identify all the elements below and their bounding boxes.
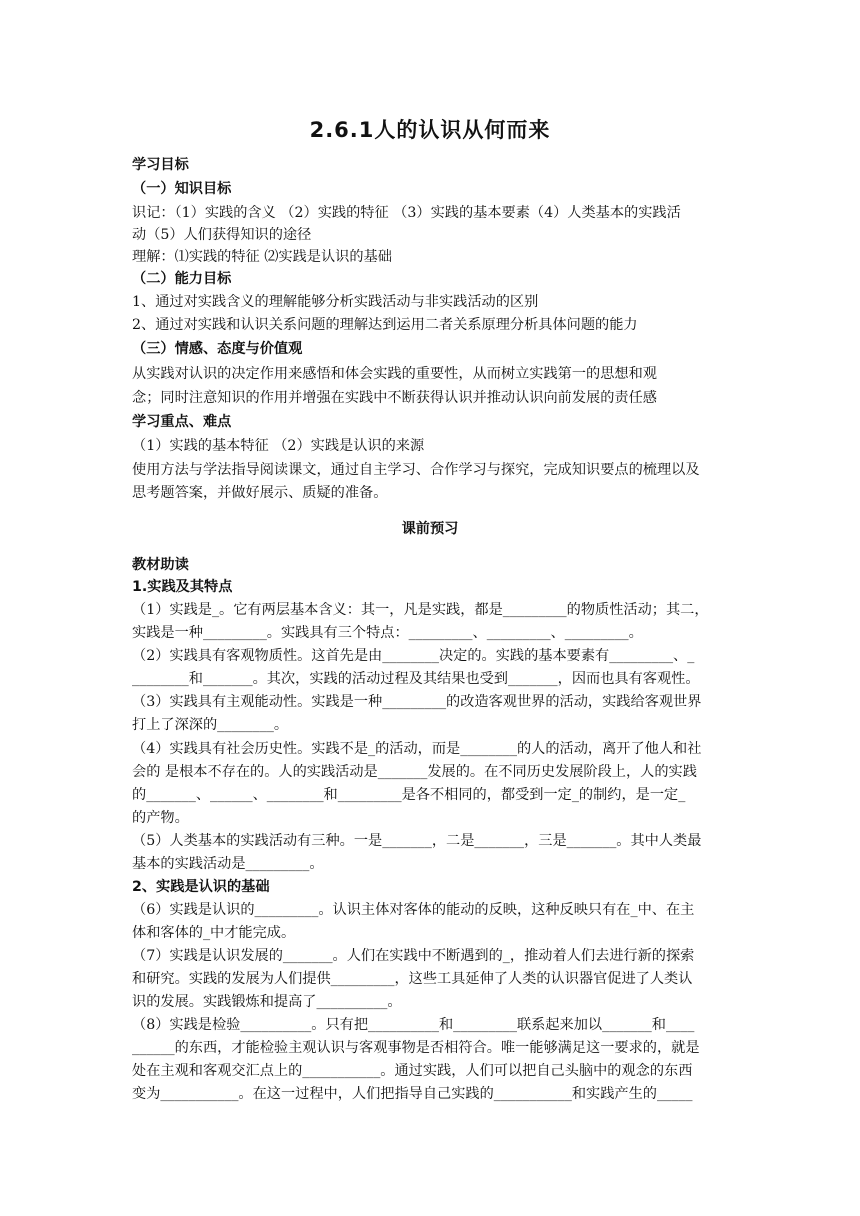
text-line: （1）实践是_。它有两层基本含义：其一，凡是实践，都是_________的物质性活动；其二， [132,602,709,618]
text-line: 识的发展。实践锻炼和提高了__________。 [132,994,402,1010]
text-line: 从实践对认识的决定作用来感悟和体会实践的重要性，从而树立实践第一的思想和观 [132,366,657,382]
text-line: （1）实践的基本特征 （2）实践是认识的来源 [132,438,425,454]
text-line: 和研究。实践的发展为人们提供_________，这些工具延伸了人类的认识器官促进了人类认 [132,971,693,987]
text-line: ______的东西，才能检验主观认识与客观事物是否相符合。唯一能够满足这一要求的，就是 [132,1040,700,1056]
text-line: 理解：⑴实践的特征 ⑵实践是认识的基础 [132,249,392,265]
text-line: 识记：（1）实践的含义 （2）实践的特征 （3）实践的基本要素（4）人类基本的实践活 [132,205,681,221]
text-line-method: 使用方法与学法指导阅读课文，通过自主学习、合作学习与探究，完成知识要点的梳理以及 [132,462,700,478]
heading-textbook-guide: 教材助读 [132,557,189,573]
text-line: 思考题答案，并做好展示、质疑的准备。 [132,485,388,501]
document-title: 2.6.1人的认识从何而来 [309,118,551,142]
heading-learning-objectives: 学习目标 [132,157,189,173]
text-line: 打上了深深的________。 [132,717,289,733]
heading-knowledge-objectives: （一）知识目标 [132,181,232,197]
heading-practice-basis: 2、实践是认识的基础 [132,879,270,895]
section-title-preview: 课前预习 [401,521,459,537]
heading-emotion-values: （三）情感、态度与价值观 [132,341,303,357]
text-line: ________和_______。其次，实践的活动过程及其结果也受到_______，因而也具有客观性。 [132,671,700,687]
text-line: （4）实践具有社会历史性。实践不是_的活动，而是________的人的活动，离开了他人和社 [132,741,702,757]
text-line: 实践是一种_________。实践具有三个特点：_________、_________、_________。 [132,625,643,641]
text-line: 的_______、______、________和_________是各不相同的，都受到一定_的制约，是一定_ [132,787,686,803]
text-line: （8）实践是检验__________。只有把__________和_________联系起来加以_______和____ [132,1017,695,1033]
text-line: 的产物。 [132,810,189,826]
heading-practice-features: 1.实践及其特点 [132,579,233,595]
text-line: 念；同时注意知识的作用并增强在实践中不断获得认识并推动认识向前发展的责任感 [132,390,657,406]
text-line: （7）实践是认识发展的_______。人们在实践中不断遇到的_，推动着人们去进行新的探索 [132,948,695,964]
text-line: 2、通过对实践和认识关系问题的理解达到运用二者关系原理分析具体问题的能力 [132,317,638,333]
text-line: （6）实践是认识的_________。认识主体对客体的能动的反映，这种反映只有在_中、在主 [132,902,695,918]
text-line: 处在主观和客观交汇点上的___________。通过实践，人们可以把自己头脑中的观念的东西 [132,1063,693,1079]
heading-key-points: 学习重点、难点 [132,414,232,430]
text-line: 1、通过对实践含义的理解能够分析实践活动与非实践活动的区别 [132,294,539,310]
text-line: 动（5）人们获得知识的途径 [132,227,312,243]
text-line: 基本的实践活动是_________。 [132,856,324,872]
text-line: （5）人类基本的实践活动有三种。一是_______，二是_______，三是_______。其中人类最 [132,833,702,849]
text-line: （2）实践具有客观物质性。这首先是由________决定的。实践的基本要素有_________、_ [132,648,695,664]
text-line: 变为___________。在这一过程中，人们把指导自己实践的___________和实践产生的_____ [132,1086,693,1102]
text-line: 会的 是根本不存在的。人的实践活动是_______发展的。在不同历史发展阶段上，人的实践 [132,764,697,780]
text-line: 体和客体的_中才能完成。 [132,925,296,941]
heading-ability-objectives: （二）能力目标 [132,271,232,287]
text-line: （3）实践具有主观能动性。实践是一种_________的改造客观世界的活动，实践给客观世界 [132,694,702,710]
